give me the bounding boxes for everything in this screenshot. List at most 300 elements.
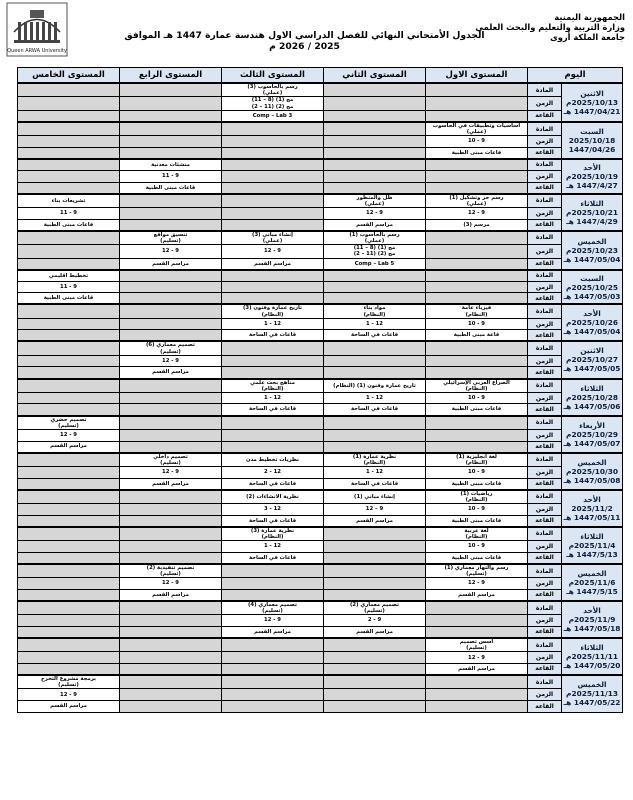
exam-text: 12 - 1 bbox=[366, 320, 383, 327]
exam-text: مراسم القسم bbox=[50, 443, 87, 450]
empty-cell bbox=[18, 504, 120, 516]
empty-cell bbox=[18, 171, 120, 183]
empty-cell bbox=[18, 601, 120, 615]
schedule-row bbox=[18, 689, 623, 701]
schedule-row bbox=[18, 416, 623, 430]
column-header: المستوى الاول bbox=[426, 68, 528, 84]
exam-cell bbox=[18, 270, 120, 282]
day-line: 2025/10/13م bbox=[566, 97, 618, 107]
exam-cell bbox=[222, 231, 324, 245]
exam-cell bbox=[426, 404, 528, 416]
exam-text: (تسليم) bbox=[160, 571, 181, 578]
empty-cell bbox=[222, 589, 324, 601]
exam-cell bbox=[18, 675, 120, 689]
exam-cell bbox=[120, 453, 222, 467]
row-label: المادة bbox=[528, 601, 562, 615]
row-label: الزمن bbox=[528, 615, 562, 627]
exam-text: 9 - 12 bbox=[264, 248, 281, 255]
exam-cell bbox=[324, 219, 426, 231]
schedule-row bbox=[18, 515, 623, 527]
schedule-row bbox=[18, 429, 623, 441]
exam-text: (تسليم) bbox=[262, 608, 283, 615]
exam-text: 9 - 12 bbox=[60, 691, 77, 698]
empty-cell bbox=[324, 147, 426, 159]
day-line: 1447/04/26 bbox=[568, 144, 616, 154]
day-line: 1447/4/27 هـ bbox=[566, 180, 618, 190]
exam-text: 12 - 3 bbox=[264, 506, 281, 513]
exam-text: نظريات تخطيط مدن bbox=[245, 456, 300, 463]
exam-text: 9 - 10 bbox=[468, 138, 485, 145]
exam-cell bbox=[324, 318, 426, 330]
exam-text: 9 - 12 bbox=[366, 210, 383, 217]
empty-cell bbox=[426, 416, 528, 430]
exam-text: (عملي) bbox=[262, 237, 283, 244]
empty-cell bbox=[222, 638, 324, 652]
exam-cell bbox=[222, 527, 324, 541]
day-cell bbox=[562, 379, 623, 416]
day-cell bbox=[562, 564, 623, 601]
row-label: الزمن bbox=[528, 97, 562, 110]
empty-cell bbox=[426, 615, 528, 627]
schedule-row bbox=[18, 700, 623, 712]
empty-cell bbox=[426, 231, 528, 245]
exam-text: Comp – Lab 5 bbox=[354, 260, 395, 267]
day-line: 1447/05/07 هـ bbox=[563, 438, 621, 448]
empty-cell bbox=[120, 689, 222, 701]
exam-cell bbox=[120, 355, 222, 367]
empty-cell bbox=[426, 281, 528, 293]
exam-cell bbox=[426, 318, 528, 330]
empty-cell bbox=[120, 490, 222, 504]
day-line: 1447/05/11 هـ bbox=[563, 512, 621, 522]
exam-cell bbox=[18, 429, 120, 441]
empty-cell bbox=[324, 122, 426, 136]
empty-cell bbox=[426, 270, 528, 282]
exam-text: مج (1) (8 – 11) bbox=[353, 245, 396, 252]
empty-cell bbox=[18, 467, 120, 479]
exam-cell bbox=[120, 589, 222, 601]
exam-text: رسم بالحاسوب (3) bbox=[247, 84, 298, 90]
row-label: المادة bbox=[528, 490, 562, 504]
exam-cell bbox=[426, 136, 528, 148]
empty-cell bbox=[324, 341, 426, 355]
gov-line: الجمهورية اليمنية bbox=[554, 12, 625, 22]
day-line: الاثنين bbox=[580, 88, 604, 98]
exam-cell bbox=[426, 652, 528, 664]
exam-text: قاعة مبنى الطبية bbox=[453, 332, 500, 339]
exam-text: قاعات في الساحة bbox=[248, 517, 297, 524]
empty-cell bbox=[120, 675, 222, 689]
day-line: الأحد bbox=[583, 605, 601, 615]
exam-cell bbox=[324, 231, 426, 245]
exam-cell bbox=[222, 478, 324, 490]
day-line: 1447/5/15 هـ bbox=[566, 586, 618, 596]
column-header: المستوى الثاني bbox=[324, 68, 426, 84]
day-line: 2025/11/13م bbox=[566, 689, 618, 699]
empty-cell bbox=[120, 110, 222, 122]
exam-cell bbox=[120, 171, 222, 183]
exam-text: (تسليم) bbox=[58, 422, 79, 429]
exam-text: (النظام) bbox=[465, 459, 488, 466]
exam-text: قاعات مبنى الطبية bbox=[451, 554, 502, 561]
row-label: القاعة bbox=[528, 147, 562, 159]
empty-cell bbox=[426, 700, 528, 712]
day-cell bbox=[562, 83, 623, 122]
exam-text: 12 - 1 bbox=[264, 395, 281, 402]
empty-cell bbox=[222, 578, 324, 590]
day-line: 1447/05/03 هـ bbox=[563, 291, 621, 301]
empty-cell bbox=[18, 182, 120, 194]
exam-cell bbox=[426, 122, 528, 136]
exam-text: مراسم القسم bbox=[356, 628, 393, 635]
day-line: الأحد bbox=[583, 309, 601, 319]
schedule-row bbox=[18, 355, 623, 367]
day-line: السبت bbox=[580, 126, 604, 136]
exam-text: مناهج بحث علمي bbox=[250, 379, 295, 386]
exam-text: 12 - 1 bbox=[264, 543, 281, 550]
empty-cell bbox=[120, 527, 222, 541]
row-label: المادة bbox=[528, 379, 562, 393]
empty-cell bbox=[426, 97, 528, 110]
exam-text: 12 - 2 bbox=[264, 469, 281, 476]
schedule-row bbox=[18, 245, 623, 258]
day-line: 2025/11/6م bbox=[568, 577, 616, 587]
row-label: الزمن bbox=[528, 355, 562, 367]
day-line: 1447/5/13 هـ bbox=[566, 549, 618, 559]
empty-cell bbox=[18, 330, 120, 342]
exam-text: ظل والمنظور bbox=[356, 194, 393, 201]
empty-cell bbox=[120, 700, 222, 712]
empty-cell bbox=[120, 504, 222, 516]
schedule-row bbox=[18, 171, 623, 183]
exam-cell bbox=[120, 245, 222, 258]
day-line: الأحد bbox=[583, 494, 601, 504]
empty-cell bbox=[324, 416, 426, 430]
exam-text: 9 - 11 bbox=[162, 173, 179, 180]
schedule-row bbox=[18, 615, 623, 627]
exam-cell bbox=[120, 182, 222, 194]
empty-cell bbox=[324, 182, 426, 194]
empty-cell bbox=[222, 293, 324, 305]
exam-text: مراسم القسم bbox=[152, 480, 189, 487]
empty-cell bbox=[18, 122, 120, 136]
schedule-row bbox=[18, 467, 623, 479]
exam-text: قاعات في الساحة bbox=[248, 480, 297, 487]
row-label: الزمن bbox=[528, 281, 562, 293]
empty-cell bbox=[324, 429, 426, 441]
schedule-row bbox=[18, 626, 623, 638]
empty-cell bbox=[324, 638, 426, 652]
exam-cell bbox=[222, 258, 324, 270]
exam-cell bbox=[426, 504, 528, 516]
exam-cell bbox=[324, 490, 426, 504]
exam-cell bbox=[222, 304, 324, 318]
empty-cell bbox=[120, 208, 222, 220]
row-label: المادة bbox=[528, 453, 562, 467]
row-label: المادة bbox=[528, 270, 562, 282]
schedule-row bbox=[18, 663, 623, 675]
empty-cell bbox=[324, 171, 426, 183]
exam-cell bbox=[426, 330, 528, 342]
empty-cell bbox=[426, 626, 528, 638]
university-logo bbox=[6, 2, 68, 57]
day-cell bbox=[562, 527, 623, 564]
empty-cell bbox=[18, 136, 120, 148]
exam-text: مراسم القسم bbox=[152, 591, 189, 598]
exam-text: مراسم القسم bbox=[458, 591, 495, 598]
exam-text: (عملي) bbox=[466, 200, 487, 207]
empty-cell bbox=[120, 416, 222, 430]
exam-cell bbox=[324, 304, 426, 318]
empty-cell bbox=[120, 515, 222, 527]
empty-cell bbox=[324, 270, 426, 282]
empty-cell bbox=[426, 182, 528, 194]
empty-cell bbox=[120, 270, 222, 282]
schedule-row bbox=[18, 367, 623, 379]
empty-cell bbox=[324, 293, 426, 305]
day-cell bbox=[562, 304, 623, 341]
exam-cell bbox=[222, 110, 324, 122]
table-header-row bbox=[18, 68, 623, 84]
empty-cell bbox=[120, 304, 222, 318]
exam-text: 9 - 12 bbox=[468, 580, 485, 587]
exam-text: مراسم القسم bbox=[356, 517, 393, 524]
empty-cell bbox=[18, 638, 120, 652]
day-line: 2025/11/4م bbox=[568, 540, 616, 550]
day-line: 2025/10/28م bbox=[566, 392, 618, 402]
row-label: الزمن bbox=[528, 689, 562, 701]
exam-text: 9 - 12 bbox=[162, 469, 179, 476]
empty-cell bbox=[324, 578, 426, 590]
exam-text: 9 - 12 bbox=[264, 617, 281, 624]
day-cell bbox=[562, 416, 623, 453]
row-label: الزمن bbox=[528, 429, 562, 441]
exam-cell bbox=[324, 245, 426, 258]
empty-cell bbox=[222, 182, 324, 194]
exam-text: مراسم القسم bbox=[152, 369, 189, 376]
day-line: 2025/10/23م bbox=[566, 245, 618, 255]
empty-cell bbox=[324, 136, 426, 148]
empty-cell bbox=[324, 355, 426, 367]
exam-cell bbox=[324, 379, 426, 393]
exam-cell bbox=[222, 97, 324, 110]
exam-text: أساسيات وتطبيقات في الحاسوب bbox=[432, 122, 521, 129]
day-line: 1447/05/20 هـ bbox=[563, 660, 621, 670]
exam-cell bbox=[426, 564, 528, 578]
exam-cell bbox=[324, 258, 426, 270]
empty-cell bbox=[120, 541, 222, 553]
schedule-row bbox=[18, 304, 623, 318]
row-label: الزمن bbox=[528, 318, 562, 330]
exam-text: تصميم معماري (6) bbox=[145, 342, 195, 349]
empty-cell bbox=[222, 136, 324, 148]
schedule-row bbox=[18, 379, 623, 393]
exam-cell bbox=[426, 515, 528, 527]
empty-cell bbox=[18, 515, 120, 527]
row-label: الزمن bbox=[528, 245, 562, 258]
exam-text: منشئات معدنية bbox=[151, 161, 190, 168]
empty-cell bbox=[18, 652, 120, 664]
page-header bbox=[0, 0, 633, 66]
schedule-row bbox=[18, 293, 623, 305]
exam-cell bbox=[120, 564, 222, 578]
schedule-row bbox=[18, 541, 623, 553]
schedule-row bbox=[18, 578, 623, 590]
day-line: 2025/10/18 bbox=[568, 135, 616, 145]
day-line: 1447/05/18 هـ bbox=[563, 623, 621, 633]
exam-text: تصميم حضري bbox=[50, 416, 87, 423]
day-cell bbox=[562, 601, 623, 638]
day-line: 1447/05/04 هـ bbox=[563, 327, 621, 337]
empty-cell bbox=[120, 281, 222, 293]
empty-cell bbox=[18, 304, 120, 318]
exam-text: 9 - 10 bbox=[468, 395, 485, 402]
empty-cell bbox=[18, 379, 120, 393]
schedule-row bbox=[18, 392, 623, 404]
exam-cell bbox=[18, 689, 120, 701]
empty-cell bbox=[324, 564, 426, 578]
empty-cell bbox=[18, 367, 120, 379]
empty-cell bbox=[222, 171, 324, 183]
row-label: الزمن bbox=[528, 504, 562, 516]
exam-text: الصراع العربي الإسرائيلي bbox=[443, 379, 510, 386]
exam-text: (تسليم) bbox=[364, 608, 385, 615]
empty-cell bbox=[222, 441, 324, 453]
exam-cell bbox=[222, 83, 324, 97]
row-label: القاعة bbox=[528, 441, 562, 453]
exam-text: نظرية عمارة (1) bbox=[352, 453, 397, 460]
exam-cell bbox=[222, 330, 324, 342]
exam-text: رسم حر وتشكيل (1) bbox=[449, 194, 504, 201]
day-line: الاثنين bbox=[580, 346, 604, 356]
exam-text: (النظام) bbox=[363, 459, 386, 466]
exam-cell bbox=[222, 392, 324, 404]
exam-text: (عملي) bbox=[364, 200, 385, 207]
schedule-row bbox=[18, 122, 623, 136]
schedule-row bbox=[18, 219, 623, 231]
empty-cell bbox=[426, 429, 528, 441]
day-line: 1447/05/22 هـ bbox=[563, 698, 621, 708]
empty-cell bbox=[426, 83, 528, 97]
empty-cell bbox=[120, 122, 222, 136]
day-line: 2025/10/26م bbox=[566, 318, 618, 328]
exam-cell bbox=[426, 527, 528, 541]
empty-cell bbox=[120, 97, 222, 110]
exam-text: قاعات مبنى الطبية bbox=[451, 406, 502, 413]
exam-text: رسم والتهار معماري (1) bbox=[444, 564, 509, 571]
day-line: 2025/11/2 bbox=[571, 503, 613, 513]
gov-line: وزارة التربية والتعليم والبحث العلمي bbox=[475, 22, 625, 32]
schedule-row bbox=[18, 147, 623, 159]
empty-cell bbox=[324, 527, 426, 541]
exam-cell bbox=[120, 258, 222, 270]
empty-cell bbox=[222, 700, 324, 712]
exam-cell bbox=[426, 638, 528, 652]
exam-text: تصميم تنفيذية (2) bbox=[146, 564, 195, 571]
empty-cell bbox=[426, 110, 528, 122]
exam-cell bbox=[324, 404, 426, 416]
column-header: المستوى الثالث bbox=[222, 68, 324, 84]
exam-cell bbox=[18, 194, 120, 208]
schedule-row bbox=[18, 159, 623, 171]
exam-text: رياضيات (1) bbox=[460, 490, 493, 497]
exam-cell bbox=[324, 601, 426, 615]
exam-cell bbox=[222, 601, 324, 615]
row-label: القاعة bbox=[528, 589, 562, 601]
exam-text: قاعات مبنى الطبية bbox=[451, 149, 502, 156]
exam-cell bbox=[222, 541, 324, 553]
empty-cell bbox=[426, 601, 528, 615]
empty-cell bbox=[18, 110, 120, 122]
exam-text: قاعات في الساحة bbox=[350, 480, 399, 487]
exam-text: 12 - 1 bbox=[366, 395, 383, 402]
exam-cell bbox=[426, 467, 528, 479]
day-line: الثلاثاء bbox=[580, 531, 604, 541]
exam-text: (عملي) bbox=[466, 129, 487, 136]
exam-text: قاعات مبنى الطبية bbox=[43, 295, 94, 302]
exam-cell bbox=[120, 341, 222, 355]
day-line: 2025/10/21م bbox=[566, 207, 618, 217]
empty-cell bbox=[324, 281, 426, 293]
exam-text: مرسم (3) bbox=[463, 221, 490, 228]
empty-cell bbox=[426, 355, 528, 367]
schedule-row bbox=[18, 194, 623, 208]
exam-text: قاعات في الساحة bbox=[248, 332, 297, 339]
schedule-row bbox=[18, 638, 623, 652]
exam-text: قاعات في الساحة bbox=[248, 406, 297, 413]
exam-text: تصميم داخلي bbox=[153, 453, 188, 460]
row-label: الزمن bbox=[528, 171, 562, 183]
exam-text: 9 - 12 bbox=[60, 432, 77, 439]
exam-text: (تسليم) bbox=[466, 645, 487, 652]
exam-cell bbox=[426, 490, 528, 504]
day-line: 2025/10/30م bbox=[566, 466, 618, 476]
exam-text: قاعات مبنى الطبية bbox=[43, 221, 94, 228]
schedule-row bbox=[18, 652, 623, 664]
row-label: القاعة bbox=[528, 552, 562, 564]
exam-text: مراسم القسم bbox=[458, 665, 495, 672]
exam-text: مراسم القسم bbox=[152, 260, 189, 267]
exam-cell bbox=[18, 293, 120, 305]
exam-text: (تسليم) bbox=[466, 571, 487, 578]
exam-schedule-table bbox=[17, 67, 623, 713]
exam-text: 9 - 2 bbox=[367, 617, 382, 624]
exam-text: (تسليم) bbox=[160, 348, 181, 355]
day-line: 1447/05/06 هـ bbox=[563, 401, 621, 411]
exam-text: قاعات في الساحة bbox=[350, 406, 399, 413]
exam-cell bbox=[426, 304, 528, 318]
exam-cell bbox=[120, 159, 222, 171]
empty-cell bbox=[426, 341, 528, 355]
exam-text: تخطيط اقليمي bbox=[48, 272, 89, 279]
empty-cell bbox=[222, 429, 324, 441]
row-label: الزمن bbox=[528, 136, 562, 148]
exam-cell bbox=[222, 453, 324, 467]
schedule-title: الجدول الأمتحاني النهائي للفصل الدراسي الاول هندسة عمارة 1447 هـ الموافق 2025 / 2026 م bbox=[124, 30, 485, 52]
empty-cell bbox=[324, 675, 426, 689]
exam-text: 9 - 10 bbox=[468, 469, 485, 476]
day-line: 1447/04/21 هـ bbox=[563, 106, 621, 116]
exam-text: مج (2) (11 – 2) bbox=[251, 103, 294, 110]
exam-text: 12 - 1 bbox=[366, 469, 383, 476]
exam-cell bbox=[324, 392, 426, 404]
empty-cell bbox=[18, 392, 120, 404]
schedule-row bbox=[18, 136, 623, 148]
exam-cell bbox=[120, 231, 222, 245]
empty-cell bbox=[222, 675, 324, 689]
exam-cell bbox=[120, 578, 222, 590]
empty-cell bbox=[18, 663, 120, 675]
